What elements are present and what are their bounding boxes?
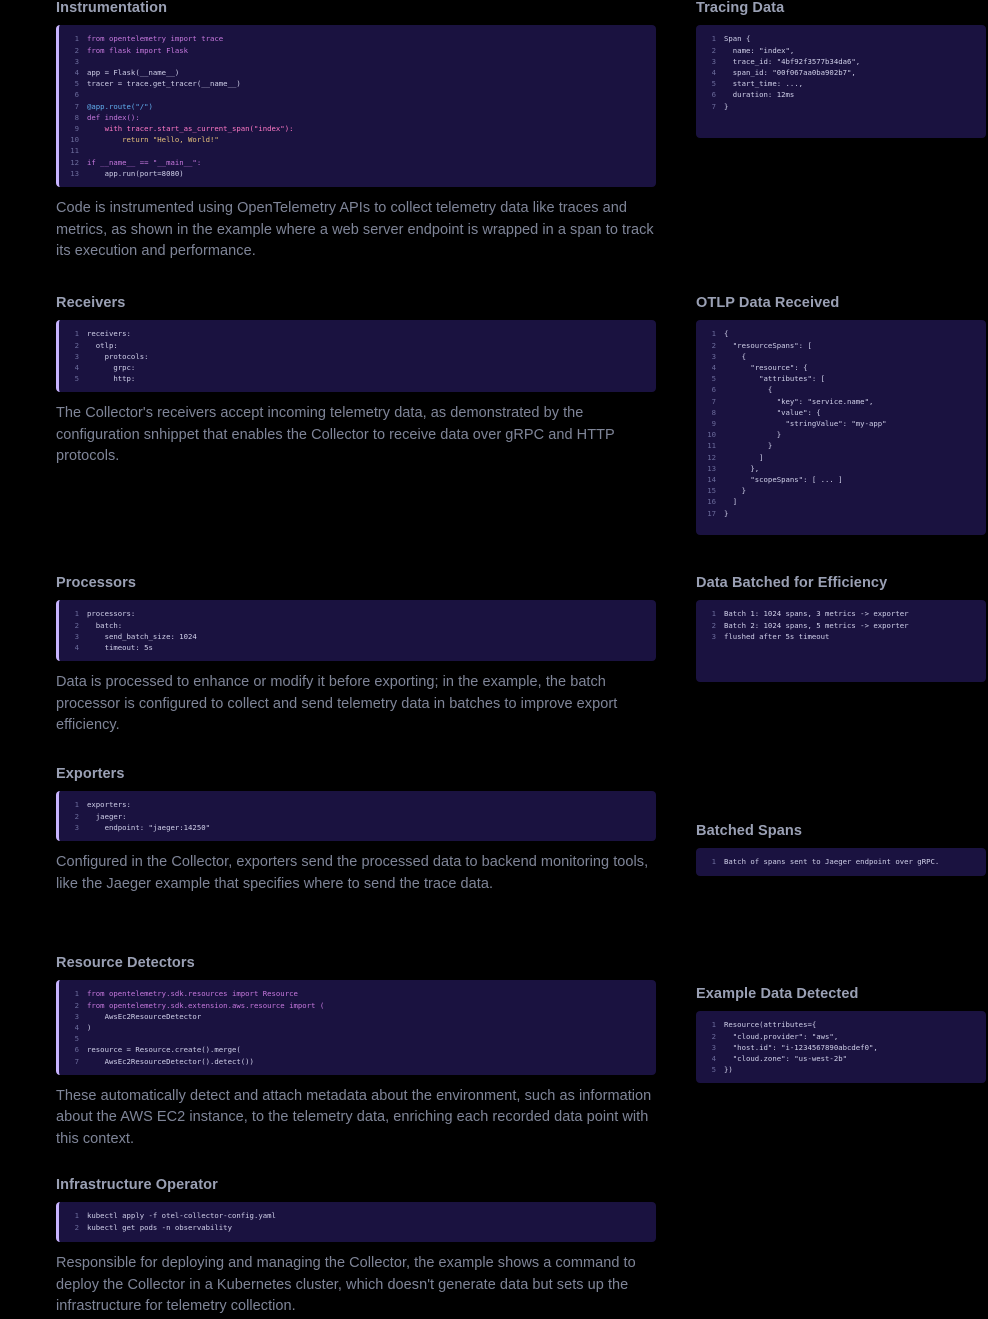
code-line (700, 440, 976, 451)
code-line (700, 485, 976, 496)
code-line (63, 78, 646, 89)
line-number: 7 (711, 101, 716, 111)
code-text: tracer = trace.get_tracer(__name__) (87, 79, 241, 89)
code-text: receivers: (87, 329, 131, 339)
code-text: duration: 12ms (724, 90, 795, 100)
code-line (700, 620, 976, 631)
line-number: 2 (711, 45, 716, 55)
code-text: } (724, 430, 782, 440)
section-title: Instrumentation (56, 0, 168, 16)
code-line (63, 89, 646, 100)
code-text: } (724, 508, 729, 518)
code-line (63, 811, 646, 822)
line-number: 1 (711, 329, 716, 339)
code-text: Span { (724, 34, 751, 44)
code-line (700, 1064, 976, 1075)
line-number: 1 (74, 1211, 79, 1221)
code-line (63, 1011, 646, 1022)
line-number: 6 (711, 385, 716, 395)
code-line (700, 508, 976, 519)
code-text: ] (724, 452, 764, 462)
line-number: 4 (711, 363, 716, 372)
line-number: 8 (711, 407, 716, 417)
line-number: 1 (711, 34, 716, 44)
code-line (63, 351, 646, 362)
line-number: 5 (711, 374, 716, 384)
line-number: 7 (711, 396, 716, 406)
code-line (63, 362, 646, 373)
code-line (700, 56, 976, 67)
code-text: from flask import Flask (87, 45, 189, 55)
section-caption: Code is instrumented using OpenTelemetry APIs to collect telemetry data like traces and metrics, as shown in the example where a web server endpoint is wrapped in a span to track its execution and performance. (56, 200, 654, 260)
section-title: Infrastructure Operator (56, 1177, 218, 1193)
line-number: 5 (74, 1034, 79, 1044)
section-caption: The Collector's receivers accept incoming telemetry data, as demonstrated by the configuration snhippet that enables the Collector to receive data over gRPC and HTTP protocols. (56, 405, 615, 465)
code-block (696, 320, 986, 535)
code-block (696, 25, 986, 138)
line-number: 4 (74, 68, 79, 77)
line-number: 2 (711, 1031, 716, 1041)
line-number: 3 (711, 631, 716, 641)
code-line (700, 89, 976, 100)
code-text: AwsEc2ResourceDetector().detect()) (87, 1056, 254, 1066)
code-block (56, 25, 656, 187)
section-infrastructure-operator (56, 1177, 656, 1318)
line-number: 3 (74, 1011, 79, 1021)
line-number: 5 (74, 79, 79, 89)
line-number: 2 (74, 1222, 79, 1232)
code-line (63, 56, 646, 67)
code-text: return "Hello, World!" (87, 135, 219, 145)
code-line (700, 463, 976, 474)
code-text: start_time: ..., (724, 79, 804, 89)
code-text: from opentelemetry.sdk.resources import Resource (87, 989, 298, 999)
code-line (63, 33, 646, 44)
code-line (700, 496, 976, 507)
line-number: 2 (74, 45, 79, 55)
line-number: 1 (74, 329, 79, 339)
line-number: 3 (74, 56, 79, 66)
line-number: 6 (711, 90, 716, 100)
line-number: 3 (711, 351, 716, 361)
line-number: 8 (74, 112, 79, 122)
code-line (700, 384, 976, 395)
code-block (696, 600, 986, 682)
code-line (63, 340, 646, 351)
line-number: 5 (711, 79, 716, 89)
code-line (63, 822, 646, 833)
section-caption: Responsible for deploying and managing the Collector, the example shows a command to deploy the Collector in a Kubernetes cluster, which doesn't generate data but sets up the infrastructure for telemetry collection. (56, 1255, 636, 1315)
code-text: { (724, 385, 773, 395)
section-instrumentation (56, 0, 656, 263)
code-block (56, 980, 656, 1074)
code-text: Batch 2: 1024 spans, 5 metrics -> exporter (724, 620, 909, 630)
code-text: trace_id: "4bf92f3577b34da6", (724, 56, 861, 66)
code-line (700, 328, 976, 339)
line-number: 12 (70, 157, 79, 167)
code-text: kubectl apply -f otel-collector-config.yaml (87, 1211, 276, 1221)
code-text: Batch 1: 1024 spans, 3 metrics -> exporter (724, 609, 909, 619)
section-title: Exporters (56, 766, 125, 782)
code-text: { (724, 351, 746, 361)
line-number: 13 (707, 463, 716, 473)
line-number: 7 (74, 1056, 79, 1066)
code-line (700, 407, 976, 418)
code-line (63, 168, 646, 179)
code-line (700, 631, 976, 642)
code-text: "resourceSpans": [ (724, 340, 812, 350)
code-line (63, 1000, 646, 1011)
code-line (700, 856, 976, 867)
line-number: 11 (707, 441, 716, 451)
code-line (700, 67, 976, 78)
code-line (63, 1056, 646, 1067)
code-line (63, 799, 646, 810)
code-text: with tracer.start_as_current_span("index"): (87, 124, 294, 134)
code-line (63, 45, 646, 56)
code-line (700, 33, 976, 44)
line-number: 9 (711, 419, 716, 429)
code-text: ] (724, 497, 738, 507)
code-line (700, 45, 976, 56)
line-number: 2 (711, 620, 716, 630)
code-block (696, 1011, 986, 1083)
code-line (63, 328, 646, 339)
code-text (87, 56, 91, 67)
code-text: from opentelemetry.sdk.extension.aws.resource import ( (87, 1000, 325, 1010)
code-text: } (724, 441, 773, 451)
line-number: 3 (711, 56, 716, 66)
code-line (63, 112, 646, 123)
section-title: Resource Detectors (56, 955, 195, 971)
line-number: 3 (74, 631, 79, 641)
code-line (700, 340, 976, 351)
line-number: 14 (707, 475, 716, 485)
code-line (700, 78, 976, 89)
code-line (63, 620, 646, 631)
line-number: 4 (74, 1023, 79, 1032)
code-line (63, 67, 646, 78)
line-number: 5 (74, 374, 79, 384)
code-text: http: (87, 374, 136, 384)
line-number: 13 (70, 168, 79, 178)
code-text (87, 1033, 91, 1044)
section-title: Example Data Detected (696, 986, 859, 1002)
line-number: 2 (74, 340, 79, 350)
line-number: 3 (711, 1042, 716, 1052)
line-number: 6 (74, 90, 79, 100)
code-line (700, 362, 976, 373)
line-number: 3 (74, 351, 79, 361)
line-number: 4 (74, 363, 79, 372)
code-line (700, 608, 976, 619)
code-text: name: "index", (724, 45, 795, 55)
line-number: 1 (74, 989, 79, 999)
code-line (63, 123, 646, 134)
line-number: 17 (707, 508, 716, 518)
code-line (700, 1019, 976, 1030)
line-number: 1 (74, 800, 79, 810)
code-block (56, 320, 656, 392)
code-line (63, 145, 646, 156)
code-text: { (724, 329, 729, 339)
code-text: "scopeSpans": [ ... ] (724, 475, 843, 485)
line-number: 4 (711, 68, 716, 77)
line-number: 1 (711, 1020, 716, 1030)
line-number: 4 (711, 1054, 716, 1063)
code-line (700, 429, 976, 440)
code-text: "attributes": [ (724, 374, 826, 384)
code-block (56, 1202, 656, 1242)
line-number: 12 (707, 452, 716, 462)
line-number: 7 (74, 101, 79, 111)
code-text: exporters: (87, 800, 131, 810)
code-line (700, 351, 976, 362)
code-text: "key": "service.name", (724, 396, 874, 406)
code-text: grpc: (87, 363, 136, 372)
code-line (700, 101, 976, 112)
line-number: 2 (74, 1000, 79, 1010)
code-line (63, 1210, 646, 1221)
code-line (63, 608, 646, 619)
code-line (700, 1042, 976, 1053)
section-resource-detectors (56, 955, 656, 1150)
section-title: Receivers (56, 295, 126, 311)
code-line (63, 134, 646, 145)
line-number: 10 (70, 135, 79, 145)
section-title: Processors (56, 575, 136, 591)
code-line (63, 373, 646, 384)
line-number: 4 (74, 643, 79, 652)
code-line (63, 1222, 646, 1233)
code-text: if __name__ == "__main__": (87, 157, 202, 167)
section-receivers (56, 295, 656, 468)
code-line (63, 1033, 646, 1044)
code-line (63, 642, 646, 653)
code-text: "cloud.provider": "aws", (724, 1031, 839, 1041)
section-tracing-data (696, 0, 986, 138)
line-number: 15 (707, 486, 716, 496)
section-title: Batched Spans (696, 823, 803, 839)
line-number: 9 (74, 124, 79, 134)
code-line (700, 373, 976, 384)
code-text: "host.id": "i-1234567890abcdef0", (724, 1042, 878, 1052)
line-number: 16 (707, 497, 716, 507)
code-text (87, 145, 91, 156)
section-example-data-detected (696, 986, 986, 1083)
code-text: endpoint: "jaeger:14250" (87, 822, 211, 832)
code-block (56, 600, 656, 661)
code-text: span_id: "00f067aa0ba902b7", (724, 68, 856, 77)
section-data-batched (696, 575, 986, 682)
code-line (63, 157, 646, 168)
code-line (63, 988, 646, 999)
section-caption: Data is processed to enhance or modify it before exporting; in the example, the batch processor is configured to collect and send telemetry data in batches to improve export efficiency. (56, 674, 618, 734)
line-number: 1 (74, 609, 79, 619)
line-number: 3 (74, 822, 79, 832)
code-line (63, 1022, 646, 1033)
code-text: app.run(port=8080) (87, 168, 184, 178)
code-text: } (724, 486, 746, 496)
section-processors (56, 575, 656, 737)
code-text: from opentelemetry import trace (87, 34, 224, 44)
code-text: AwsEc2ResourceDetector (87, 1011, 202, 1021)
code-text: resource = Resource.create().merge( (87, 1045, 241, 1055)
code-line (700, 1053, 976, 1064)
section-exporters (56, 766, 656, 895)
line-number: 10 (707, 430, 716, 440)
code-text: def index(): (87, 112, 140, 122)
section-title: OTLP Data Received (696, 295, 840, 311)
code-line (700, 474, 976, 485)
code-line (700, 452, 976, 463)
code-text: jaeger: (87, 811, 127, 821)
code-block (696, 848, 986, 876)
line-number: 6 (74, 1045, 79, 1055)
code-text: ) (87, 1023, 92, 1032)
code-text: Resource(attributes={ (724, 1020, 817, 1030)
section-caption: These automatically detect and attach metadata about the environment, such as information about the AWS EC2 instance, to the telemetry data, enriching each recorded data point with this context. (56, 1087, 652, 1147)
code-text: timeout: 5s (87, 643, 153, 652)
code-text: } (724, 101, 729, 111)
code-text: "value": { (724, 407, 821, 417)
code-line (700, 418, 976, 429)
code-line (63, 1044, 646, 1055)
code-text (87, 89, 91, 100)
code-text: }) (724, 1065, 733, 1075)
section-title: Tracing Data (696, 0, 785, 16)
line-number: 1 (711, 609, 716, 619)
section-title: Data Batched for Efficiency (696, 575, 888, 591)
line-number: 1 (74, 34, 79, 44)
code-text: kubectl get pods -n observability (87, 1222, 232, 1232)
code-block (56, 791, 656, 841)
section-batched-spans (696, 823, 986, 876)
code-line (63, 631, 646, 642)
code-text: "cloud.zone": "us-west-2b" (724, 1054, 848, 1063)
code-text: send_batch_size: 1024 (87, 631, 197, 641)
line-number: 2 (74, 811, 79, 821)
code-text: Batch of spans sent to Jaeger endpoint over gRPC. (724, 857, 940, 867)
code-line (700, 1031, 976, 1042)
line-number: 11 (70, 146, 79, 156)
code-text: processors: (87, 609, 136, 619)
code-text: @app.route("/") (87, 101, 153, 111)
line-number: 2 (711, 340, 716, 350)
code-text: protocols: (87, 351, 149, 361)
code-text: flushed after 5s timeout (724, 631, 830, 641)
code-text: "resource": { (724, 363, 808, 372)
code-text: otlp: (87, 340, 118, 350)
line-number: 2 (74, 620, 79, 630)
code-text: batch: (87, 620, 123, 630)
section-caption: Configured in the Collector, exporters send the processed data to backend monitoring tools, like the Jaeger example that specifies where to send the trace data. (56, 854, 649, 892)
line-number: 1 (711, 857, 716, 867)
code-text: "stringValue": "my-app" (724, 419, 887, 429)
code-text: }, (724, 463, 760, 473)
line-number: 5 (711, 1065, 716, 1075)
code-line (63, 101, 646, 112)
section-otlp-data-received (696, 295, 986, 535)
code-line (700, 396, 976, 407)
code-text: app = Flask(__name__) (87, 68, 180, 77)
